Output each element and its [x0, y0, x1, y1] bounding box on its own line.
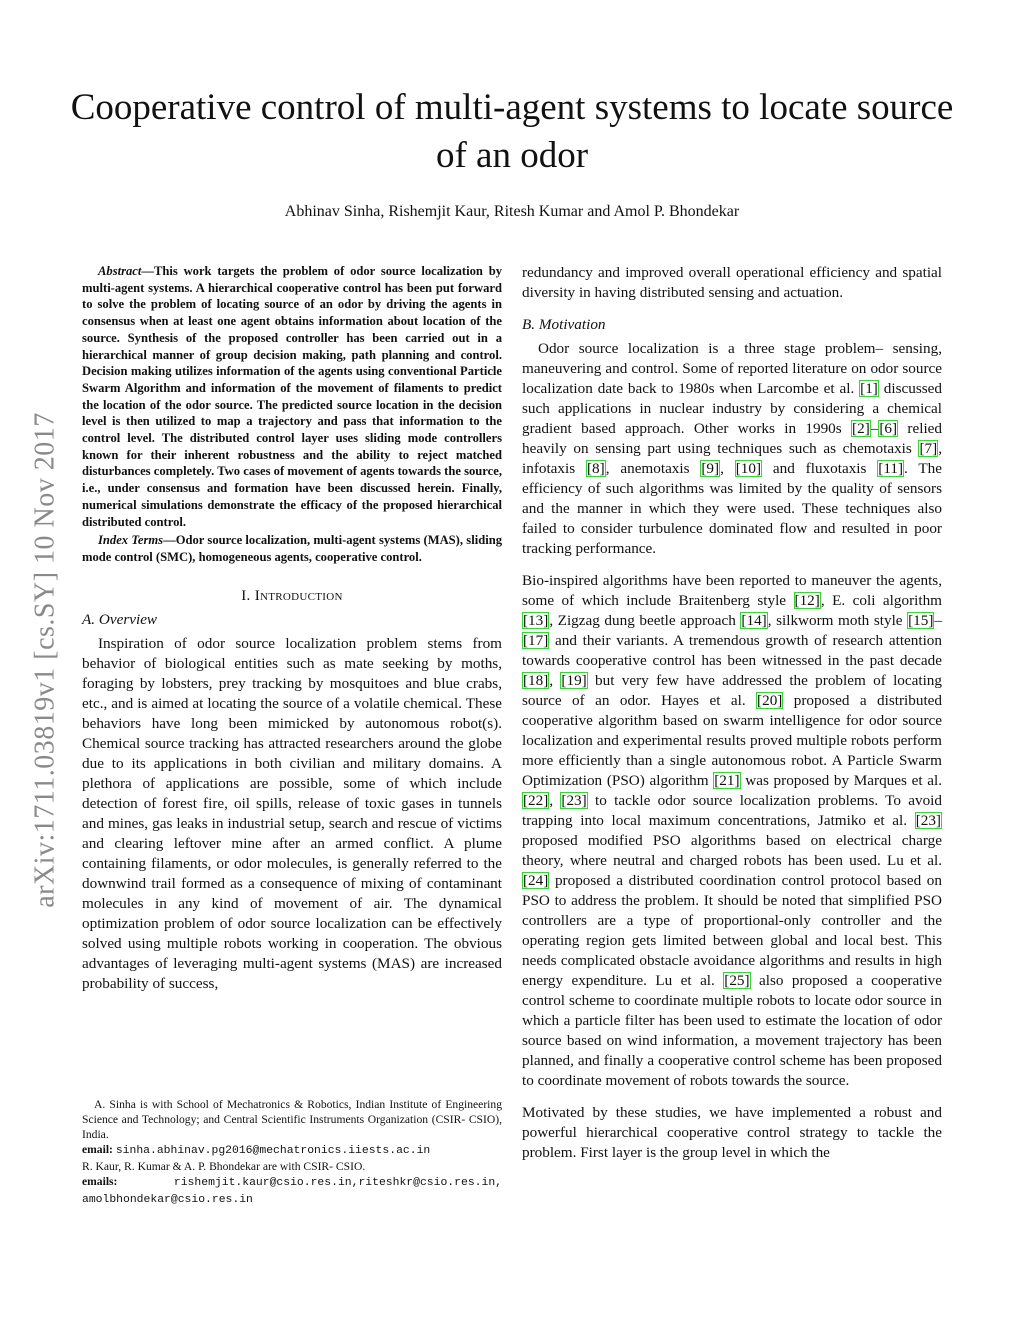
arxiv-side-stamp	[18, 350, 74, 970]
right-column	[522, 263, 942, 1163]
footnote-email-line-1	[82, 1142, 502, 1159]
section-heading-introduction	[82, 586, 502, 606]
motivation-paragraph-2: Bio-inspired algorithms have been reported to maneuver the agents, some of which include Braitenberg style [12], E. coli algorithm [13], Zigzag dung beetle approach [14], silkworm moth style [15]–[17] and their variants. A tremendous growth of research attention towards cooperative control has been witnessed in the past decade [18], [19] but very few have addressed the problem of locating source of an odor. Hayes et al. [20] proposed a distributed cooperative algorithm based on swarm intelligence for odor source localization and experimental results proved multiple robots perform more efficiently than a single autonomous robot. A Particle Swarm Optimization (PSO) algorithm [21] was proposed by Marques et al. [22], [23] to tackle odor source localization problems. To avoid trapping into local maximum concentrations, Jatmiko et al. [23] proposed modified PSO algorithms based on electrical charge theory, where neutral and charged robots has been used. Lu et al. [24] proposed a distributed coordination control protocol based on PSO to address the problem. It should be noted that simplified PSO controllers are a type of proportional-only controller and the operating region gets limited between global and local best. This needs complicated obstacle avoidance algorithms and results in high energy expenditure. Lu et al. [25] also proposed a cooperative control scheme to coordinate multiple robots to locate odor source in which a particle filter has been used to estimate the location of odor source based on wind information, a movement trajectory has been planned, and finally a cooperative control scheme has been proposed to coordinate movement of robots towards the source.	[522, 572, 943, 1089]
email-address-2[interactable]: rishemjit.kaur@csio.res.in,riteshkr@csio.res.in, amolbhondekar@csio.res.in	[82, 1177, 502, 1206]
abstract-label: Abstract	[98, 264, 142, 278]
citation-link[interactable]: [19]	[561, 672, 587, 689]
citation-link[interactable]: [10]	[735, 460, 762, 477]
abstract	[82, 263, 502, 530]
citation-link[interactable]: [22]	[523, 792, 549, 809]
citation-link[interactable]: [2]	[852, 420, 870, 437]
left-column	[82, 263, 502, 994]
motivation-paragraph-3: Motivated by these studies, we have implemented a robust and powerful hierarchical cooperative control strategy to tackle the problem. First layer is the group level in which the	[522, 1104, 942, 1161]
citation-link[interactable]: [6]	[879, 420, 898, 437]
citation-link[interactable]: [7]	[919, 440, 938, 457]
citation-link[interactable]: [20]	[757, 692, 783, 709]
overview-paragraph: Inspiration of odor source localization problem stems from behavior of biological entities such as mate seeking by moths, foraging by lobsters, prey tracking by mosquitoes and blue crabs, etc., and is aimed at locating the source of a volatile chemical. These behaviors have long been mimicked by autonomous robot(s). Chemical source tracking has attracted researchers around the globe due to its applications in both civilian and military domains. A plethora of applications are possible, some of which include detection of forest fire, oil spills, release of toxic gases in tunnels and mines, gas leaks in industrial setup, search and rescue of victims and clearing leftover mine after an armed conflict. A plume containing filaments, or odor molecules, is generally referred to the downwind trail formed as a consequence of mixing of contaminant molecules in any kind of movement of air. The dynamical optimization problem of odor source localization can be effectively solved using multiple robots working in cooperation. The obvious advantages of leveraging multi-agent systems (MAS) are increased probability of success,	[82, 634, 502, 992]
footnote-affiliation-1: A. Sinha is with School of Mechatronics & Robotics, Indian Institute of Engineering Science and Technology; and Central Scientific Instruments Organization (CSIR- CSIO), India.	[82, 1098, 502, 1141]
citation-link[interactable]: [14]	[741, 612, 767, 629]
index-terms	[82, 532, 502, 565]
email-label-2: emails:	[82, 1175, 118, 1188]
subsection-motivation-heading: B. Motivation	[522, 316, 606, 333]
citation-link[interactable]: [17]	[523, 632, 549, 649]
citation-link[interactable]: [15]	[908, 612, 934, 629]
author-list: Abhinav Sinha, Rishemjit Kaur, Ritesh Kumar and Amol P. Bhondekar	[284, 203, 740, 220]
citation-link[interactable]: [8]	[587, 460, 605, 477]
footnote-affiliation-2: R. Kaur, R. Kumar & A. P. Bhondekar are with CSIR- CSIO.	[82, 1160, 366, 1173]
overview-continuation: redundancy and improved overall operational efficiency and spatial diversity in having distributed sensing and actuation.	[522, 264, 942, 301]
index-terms-label: Index Terms	[98, 533, 164, 548]
paper-title: Cooperative control of multi-agent systems to locate source of an odor	[70, 87, 954, 176]
citation-link[interactable]: [1]	[860, 380, 878, 397]
email-label-1: email:	[82, 1143, 113, 1156]
citation-link[interactable]: [21]	[714, 772, 740, 789]
motivation-paragraph-1: Odor source localization is a three stage problem– sensing, maneuvering and control. Some of reported literature on odor source localization date back to 1980s when Larcombe et al. [1] discussed such applications in nuclear industry by considering a chemical gradient based approach. Other works in 1990s [2]–[6] relied heavily on sensing part using techniques such as chemotaxis [7], infotaxis [8], anemotaxis [9], [10] and fluxotaxis [11]. The efficiency of such algorithms was limited by the quality of sensors and the manner in which they were used. These techniques also failed to consider turbulence dominated flow and resulted in poor tracking performance.	[522, 340, 943, 557]
email-address-1[interactable]: sinha.abhinav.pg2016@mechatronics.iiests.ac.in	[115, 1145, 431, 1157]
author-footnote	[82, 1097, 502, 1208]
citation-link[interactable]: [11]	[878, 460, 904, 477]
section-title: Introduction	[254, 587, 343, 604]
citation-link[interactable]: [23]	[915, 812, 941, 829]
citation-link[interactable]: [18]	[523, 672, 549, 689]
citation-link[interactable]: [24]	[523, 872, 549, 889]
citation-link[interactable]: [12]	[794, 592, 820, 609]
section-numeral: I.	[241, 587, 251, 604]
citation-link[interactable]: [23]	[561, 792, 587, 809]
index-terms-text: —Odor source localization, multi-agent systems (MAS), sliding mode control (SMC), homogeneous agents, cooperative control.	[82, 533, 502, 564]
footnote-email-line-2	[82, 1174, 502, 1208]
citation-link[interactable]: [9]	[701, 460, 720, 477]
abstract-text: —This work targets the problem of odor source localization by multi-agent systems. A hierarchical cooperative control has been put forward to solve the problem of locating source of an odor by driving the agents in consensus when at least one agent obtains information about location of the source. Synthesis of the proposed controller has been carried out in a hierarchical manner of group decision making, path planning and control. Decision making utilizes information of the agents using conventional Particle Swarm Algorithm and information of the movement of filaments to predict the location of the odor source. The predicted source location in the decision level is then utilized to map a trajectory and pass that information to the control level. The distributed control layer uses sliding mode controllers known for their inherent robustness and the ability to reject matched disturbances completely. Two cases of movement of agents towards the source, i.e., under consensus and formation have been discussed herein. Finally, numerical simulations demonstrate the efficacy of the proposed hierarchical distributed control.	[82, 264, 502, 529]
citation-link[interactable]: [13]	[523, 612, 549, 629]
arxiv-identifier: arXiv:1711.03819v1 [cs.SY] 10 Nov 2017	[30, 412, 62, 908]
subsection-overview-heading: A. Overview	[82, 610, 158, 628]
citation-link[interactable]: [25]	[724, 972, 750, 989]
